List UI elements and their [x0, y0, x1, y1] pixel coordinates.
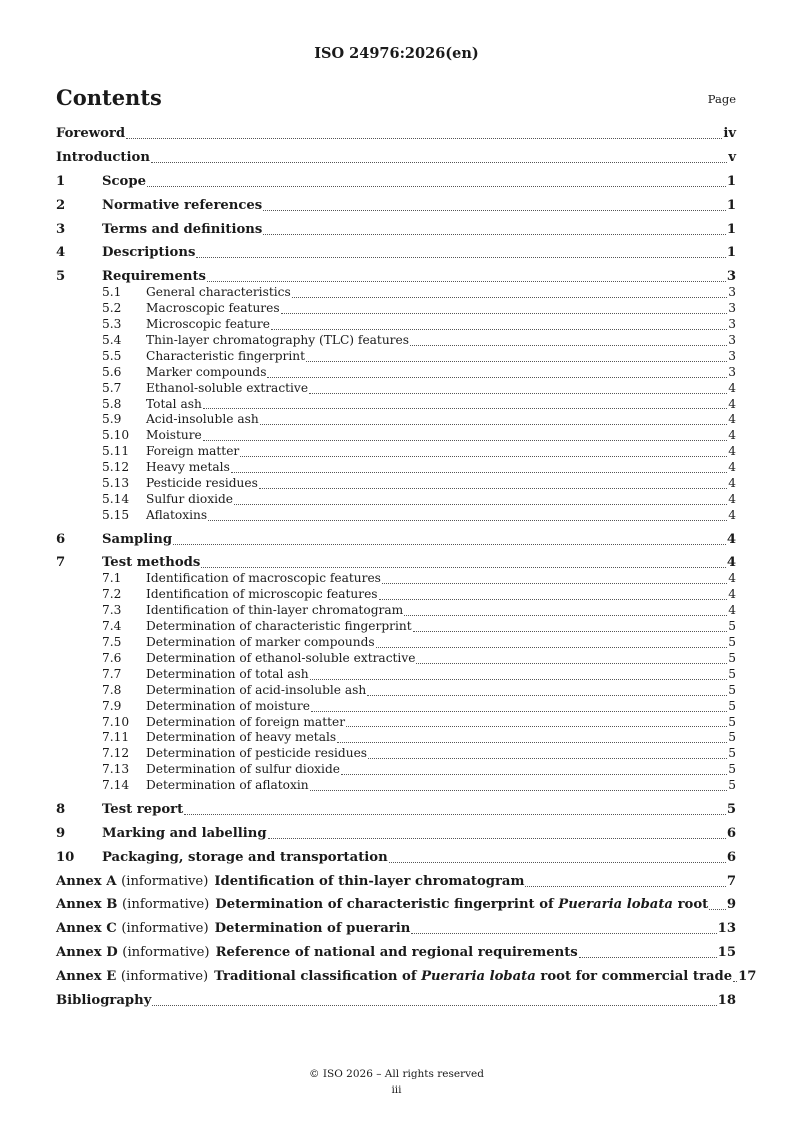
toc-entry-number: 5.5 [102, 348, 122, 363]
toc-entry[interactable] [56, 245, 736, 261]
toc-entry-page: 4 [728, 460, 736, 475]
toc-entry-number: 3 [56, 221, 66, 237]
toc-entry-page: 4 [728, 603, 736, 618]
dot-leader [203, 408, 727, 409]
dot-leader [379, 599, 728, 600]
page-footer [0, 1066, 793, 1098]
dot-leader [268, 838, 726, 839]
toc-entry-page: 15 [717, 945, 736, 961]
toc-entry-title: General characteristics [146, 285, 291, 300]
toc-entry-number: 1 [56, 173, 66, 189]
dot-leader [207, 281, 726, 282]
toc-entry[interactable] [56, 492, 736, 508]
toc-entry-title: Aflatoxins [146, 507, 208, 522]
toc-entry-page: 4 [728, 380, 736, 395]
document-id: ISO 24976:2026(en) [314, 45, 479, 62]
dot-leader [337, 742, 727, 743]
toc-entry-title: Determination of total ash [146, 666, 309, 681]
toc-entry[interactable] [56, 126, 736, 142]
toc-entry-number: 5.8 [102, 396, 122, 411]
toc-entry[interactable] [56, 699, 736, 715]
dot-leader [346, 726, 727, 727]
toc-entry-page: 1 [726, 245, 736, 261]
toc-entry[interactable] [56, 476, 736, 492]
annex-label: Annex C [56, 921, 117, 937]
dot-leader [196, 257, 725, 258]
toc-entry[interactable] [56, 635, 736, 651]
toc-entry-title: Determination of aflatoxin [146, 778, 309, 793]
toc-entry-title: Determination of pesticide residues [146, 746, 368, 761]
toc-entry-title: Determination of marker compounds [146, 635, 375, 650]
toc-entry[interactable] [56, 349, 736, 365]
toc-entry[interactable] [56, 762, 736, 778]
toc-entry-number: 7.5 [102, 635, 122, 650]
dot-leader [579, 957, 717, 958]
toc-entry-title [56, 874, 524, 889]
toc-entry-page: 5 [728, 730, 736, 745]
toc-entry-number: 10 [56, 849, 75, 865]
toc-entry[interactable] [56, 333, 736, 349]
toc-entry-number: 5.2 [102, 301, 122, 316]
toc-entry-number: 5.6 [102, 364, 122, 379]
toc-entry-number: 7.2 [102, 587, 122, 602]
toc-entry-number: 5.4 [102, 333, 122, 348]
toc-entry[interactable] [56, 802, 736, 818]
dot-leader [259, 488, 727, 489]
dot-leader [203, 440, 727, 441]
toc-entry-title [56, 897, 708, 912]
toc-entry-title: Microscopic feature [146, 317, 270, 332]
title-fragment: root [672, 897, 709, 913]
toc-entry-page: 5 [728, 746, 736, 761]
dot-leader [376, 647, 728, 648]
dot-leader [404, 615, 727, 616]
toc-entry-number: 7.7 [102, 666, 122, 681]
toc-entry-title: Determination of characteristic fingerprint [146, 619, 412, 634]
toc-entry-title: Determination of heavy metals [146, 730, 337, 745]
page-column-label: Page [707, 92, 736, 106]
dot-leader [411, 933, 716, 934]
dot-leader [367, 695, 727, 696]
toc-entry-page: 6 [726, 825, 736, 841]
toc-entry-page: 3 [728, 317, 736, 332]
toc-entry-number: 7.10 [102, 714, 130, 729]
toc-entry-title: Foreign matter [146, 444, 240, 459]
toc-entry-number: 5.10 [102, 428, 130, 443]
toc-entry-title: Foreword [56, 126, 126, 141]
toc-entry[interactable] [56, 826, 736, 842]
toc-entry-title: Determination of moisture [146, 698, 310, 713]
toc-entry-page: v [728, 149, 736, 165]
dot-leader [709, 909, 726, 910]
toc-entry-page: 4 [728, 476, 736, 491]
dot-leader [152, 1005, 716, 1006]
toc-entry-title: Identification of microscopic features [146, 587, 378, 602]
dot-leader [263, 210, 726, 211]
toc-entry-title: Sampling [102, 531, 173, 547]
toc-entry[interactable] [56, 651, 736, 667]
dot-leader [310, 790, 728, 791]
toc-entry-page: 9 [726, 897, 736, 913]
toc-entry[interactable] [56, 555, 736, 571]
toc-entry-number: 7.9 [102, 698, 122, 713]
table-of-contents [56, 126, 757, 1009]
toc-entry-number: 8 [56, 801, 66, 817]
toc-entry-page: 5 [728, 714, 736, 729]
toc-entry-page: 7 [726, 873, 736, 889]
dot-leader [240, 456, 727, 457]
dot-leader [311, 711, 727, 712]
toc-entry-page: 3 [728, 348, 736, 363]
toc-entry[interactable] [56, 198, 736, 214]
annex-type: (informative) [122, 945, 210, 961]
annex-label: Annex E [56, 969, 117, 985]
toc-entry[interactable] [56, 667, 736, 683]
toc-entry-page: 5 [728, 666, 736, 681]
footer-page-number: iii [391, 1084, 402, 1096]
dot-leader [341, 774, 727, 775]
toc-entry-number: 7.11 [102, 730, 130, 745]
toc-entry-page: 17 [738, 969, 757, 985]
dot-leader [208, 520, 727, 521]
toc-entry-number: 5.7 [102, 380, 122, 395]
toc-entry-page: 3 [728, 333, 736, 348]
italic-species-name: Pueraria lobata [421, 969, 536, 985]
toc-entry-title: Terms and definitions [102, 221, 263, 237]
toc-entry-title: Determination of sulfur dioxide [146, 762, 340, 777]
toc-entry[interactable] [56, 778, 736, 794]
dot-leader [382, 583, 727, 584]
toc-entry[interactable] [56, 746, 736, 762]
title-fragment: Reference of national and regional requirements [215, 945, 578, 961]
toc-entry-page: 5 [728, 650, 736, 665]
toc-entry-page: 5 [728, 778, 736, 793]
toc-entry-page: 4 [728, 428, 736, 443]
toc-entry-page: 5 [728, 698, 736, 713]
toc-entry-title: Scope [102, 173, 146, 189]
dot-leader [281, 313, 728, 314]
toc-entry-page: 3 [726, 269, 736, 285]
toc-entry[interactable] [56, 301, 736, 317]
toc-entry-page: 4 [728, 491, 736, 506]
annex-label: Annex B [56, 897, 118, 913]
toc-entry-number: 4 [56, 245, 66, 261]
dot-leader [231, 472, 727, 473]
toc-entry-number: 7 [56, 555, 66, 571]
toc-entry-number: 7.13 [102, 762, 130, 777]
toc-entry[interactable] [56, 897, 736, 913]
toc-entry-page: 4 [728, 444, 736, 459]
dot-leader [389, 862, 726, 863]
toc-entry-page: 3 [728, 301, 736, 316]
toc-entry-title: Characteristic fingerprint [146, 348, 306, 363]
dot-leader [271, 329, 727, 330]
toc-entry[interactable] [56, 508, 736, 524]
title-fragment: Determination of characteristic fingerprint of [215, 897, 559, 913]
annex-type: (informative) [121, 921, 209, 937]
toc-entry[interactable] [56, 619, 736, 635]
dot-leader [306, 361, 727, 362]
toc-entry-page: 4 [728, 396, 736, 411]
dot-leader [416, 663, 727, 664]
dot-leader [410, 345, 727, 346]
toc-entry-page: 5 [728, 619, 736, 634]
toc-entry[interactable] [56, 365, 736, 381]
copyright-notice: © ISO 2026 – All rights reserved [309, 1068, 484, 1080]
toc-entry-title [56, 921, 410, 936]
toc-entry-title: Total ash [146, 396, 202, 411]
toc-entry-title: Sulfur dioxide [146, 491, 233, 506]
toc-entry[interactable] [56, 285, 736, 301]
dot-leader [263, 234, 726, 235]
contents-heading: Contents [56, 85, 162, 110]
toc-entry[interactable] [56, 993, 736, 1009]
toc-entry-title: Moisture [146, 428, 202, 443]
toc-entry-page: 5 [728, 635, 736, 650]
toc-entry-number: 7.1 [102, 571, 122, 586]
title-fragment: root for commercial trade [535, 969, 733, 985]
toc-entry-number: 5 [56, 269, 66, 285]
toc-entry-number: 6 [56, 531, 66, 547]
toc-entry-number: 7.3 [102, 603, 122, 618]
toc-entry-number: 5.11 [102, 444, 130, 459]
toc-entry[interactable] [56, 412, 736, 428]
toc-entry-page: 5 [726, 801, 736, 817]
toc-entry-number: 5.1 [102, 285, 122, 300]
dot-leader [184, 814, 726, 815]
toc-entry-page: 1 [726, 197, 736, 213]
toc-entry-number: 5.14 [102, 491, 130, 506]
toc-entry-page: 4 [728, 507, 736, 522]
toc-entry[interactable] [56, 587, 736, 603]
annex-type: (informative) [121, 873, 209, 889]
toc-entry-number: 9 [56, 825, 66, 841]
toc-entry-title: Determination of acid-insoluble ash [146, 682, 367, 697]
italic-species-name: Pueraria lobata [558, 897, 673, 913]
dot-leader [126, 138, 722, 139]
toc-entry-number: 7.12 [102, 746, 130, 761]
toc-entry-number: 7.6 [102, 650, 122, 665]
annex-type: (informative) [120, 969, 209, 985]
toc-entry[interactable] [56, 269, 736, 285]
toc-entry-title: Macroscopic features [146, 301, 280, 316]
toc-entry-page: iv [723, 126, 736, 141]
toc-entry-number: 5.12 [102, 460, 130, 475]
toc-entry[interactable] [56, 874, 736, 890]
toc-entry-number: 2 [56, 197, 66, 213]
dot-leader [173, 544, 726, 545]
toc-entry-title: Determination of foreign matter [146, 714, 346, 729]
toc-entry[interactable] [56, 921, 736, 937]
toc-entry-title: Identification of macroscopic features [146, 571, 381, 586]
title-fragment: Identification of thin-layer chromatogram [214, 873, 525, 889]
toc-entry[interactable] [56, 460, 736, 476]
toc-entry-title: Identification of thin-layer chromatogram [146, 603, 404, 618]
toc-entry[interactable] [56, 850, 736, 866]
toc-entry[interactable] [56, 174, 736, 190]
toc-entry-page: 4 [726, 531, 736, 547]
toc-entry-title: Requirements [102, 269, 206, 285]
toc-entry-title: Marking and labelling [102, 825, 267, 841]
toc-entry[interactable] [56, 571, 736, 587]
dot-leader [733, 981, 737, 982]
toc-entry-page: 4 [726, 555, 736, 571]
toc-entry[interactable] [56, 945, 736, 961]
toc-entry[interactable] [56, 317, 736, 333]
toc-entry-title: Heavy metals [146, 460, 230, 475]
toc-entry-number: 5.13 [102, 476, 130, 491]
title-fragment: Determination of puerarin [214, 921, 411, 937]
title-fragment: Traditional classification of [214, 969, 422, 985]
toc-entry[interactable] [56, 381, 736, 397]
annex-label: Annex A [56, 873, 117, 889]
toc-entry-title: Thin-layer chromatography (TLC) features [146, 333, 409, 348]
toc-entry-title: Packaging, storage and transportation [102, 849, 388, 865]
toc-entry-page: 3 [728, 364, 736, 379]
toc-entry[interactable] [56, 683, 736, 699]
toc-entry-page: 6 [726, 849, 736, 865]
toc-entry[interactable] [56, 969, 757, 985]
dot-leader [151, 162, 727, 163]
toc-entry-title: Introduction [56, 149, 150, 165]
toc-entry[interactable] [56, 444, 736, 460]
toc-entry-title: Ethanol-soluble extractive [146, 380, 309, 395]
toc-entry-title: Marker compounds [146, 364, 267, 379]
dot-leader [310, 679, 728, 680]
toc-entry-title: Test methods [102, 555, 201, 571]
toc-entry-number: 5.15 [102, 507, 130, 522]
toc-entry-number: 5.3 [102, 317, 122, 332]
toc-entry-page: 3 [728, 285, 736, 300]
toc-entry-number: 7.14 [102, 778, 130, 793]
toc-entry[interactable] [56, 397, 736, 413]
toc-entry[interactable] [56, 730, 736, 746]
toc-entry-title: Bibliography [56, 992, 152, 1008]
dot-leader [309, 393, 727, 394]
toc-entry-title: Normative references [102, 197, 263, 213]
dot-leader [267, 377, 727, 378]
toc-entry-title: Acid-insoluble ash [146, 412, 259, 427]
toc-entry-number: 7.4 [102, 619, 122, 634]
dot-leader [201, 567, 726, 568]
dot-leader [368, 758, 727, 759]
dot-leader [292, 297, 728, 298]
toc-entry[interactable] [56, 428, 736, 444]
dot-leader [260, 424, 728, 425]
toc-entry[interactable] [56, 715, 736, 731]
toc-entry-page: 1 [726, 221, 736, 237]
annex-label: Annex D [56, 945, 118, 961]
toc-entry-number: 5.9 [102, 412, 122, 427]
toc-entry[interactable] [56, 222, 736, 238]
dot-leader [525, 886, 725, 887]
toc-entry-page: 4 [728, 587, 736, 602]
annex-type: (informative) [122, 897, 210, 913]
toc-entry-title [56, 969, 732, 984]
toc-entry-title: Determination of ethanol-soluble extractive [146, 650, 416, 665]
toc-entry-page: 4 [728, 571, 736, 586]
dot-leader [147, 186, 726, 187]
toc-entry-page: 5 [728, 762, 736, 777]
dot-leader [234, 504, 727, 505]
toc-entry-page: 13 [717, 921, 736, 937]
toc-entry-page: 1 [726, 173, 736, 189]
toc-entry-page: 4 [728, 412, 736, 427]
toc-entry-page: 5 [728, 682, 736, 697]
toc-entry-title: Descriptions [102, 245, 196, 261]
toc-entry-title: Test report [102, 801, 184, 817]
toc-entry-number: 7.8 [102, 682, 122, 697]
toc-entry-title: Pesticide residues [146, 476, 258, 491]
toc-entry[interactable] [56, 150, 736, 166]
toc-entry[interactable] [56, 603, 736, 619]
dot-leader [413, 631, 728, 632]
toc-entry[interactable] [56, 532, 736, 548]
toc-entry-title [56, 945, 578, 960]
toc-entry-page: 18 [717, 992, 736, 1008]
